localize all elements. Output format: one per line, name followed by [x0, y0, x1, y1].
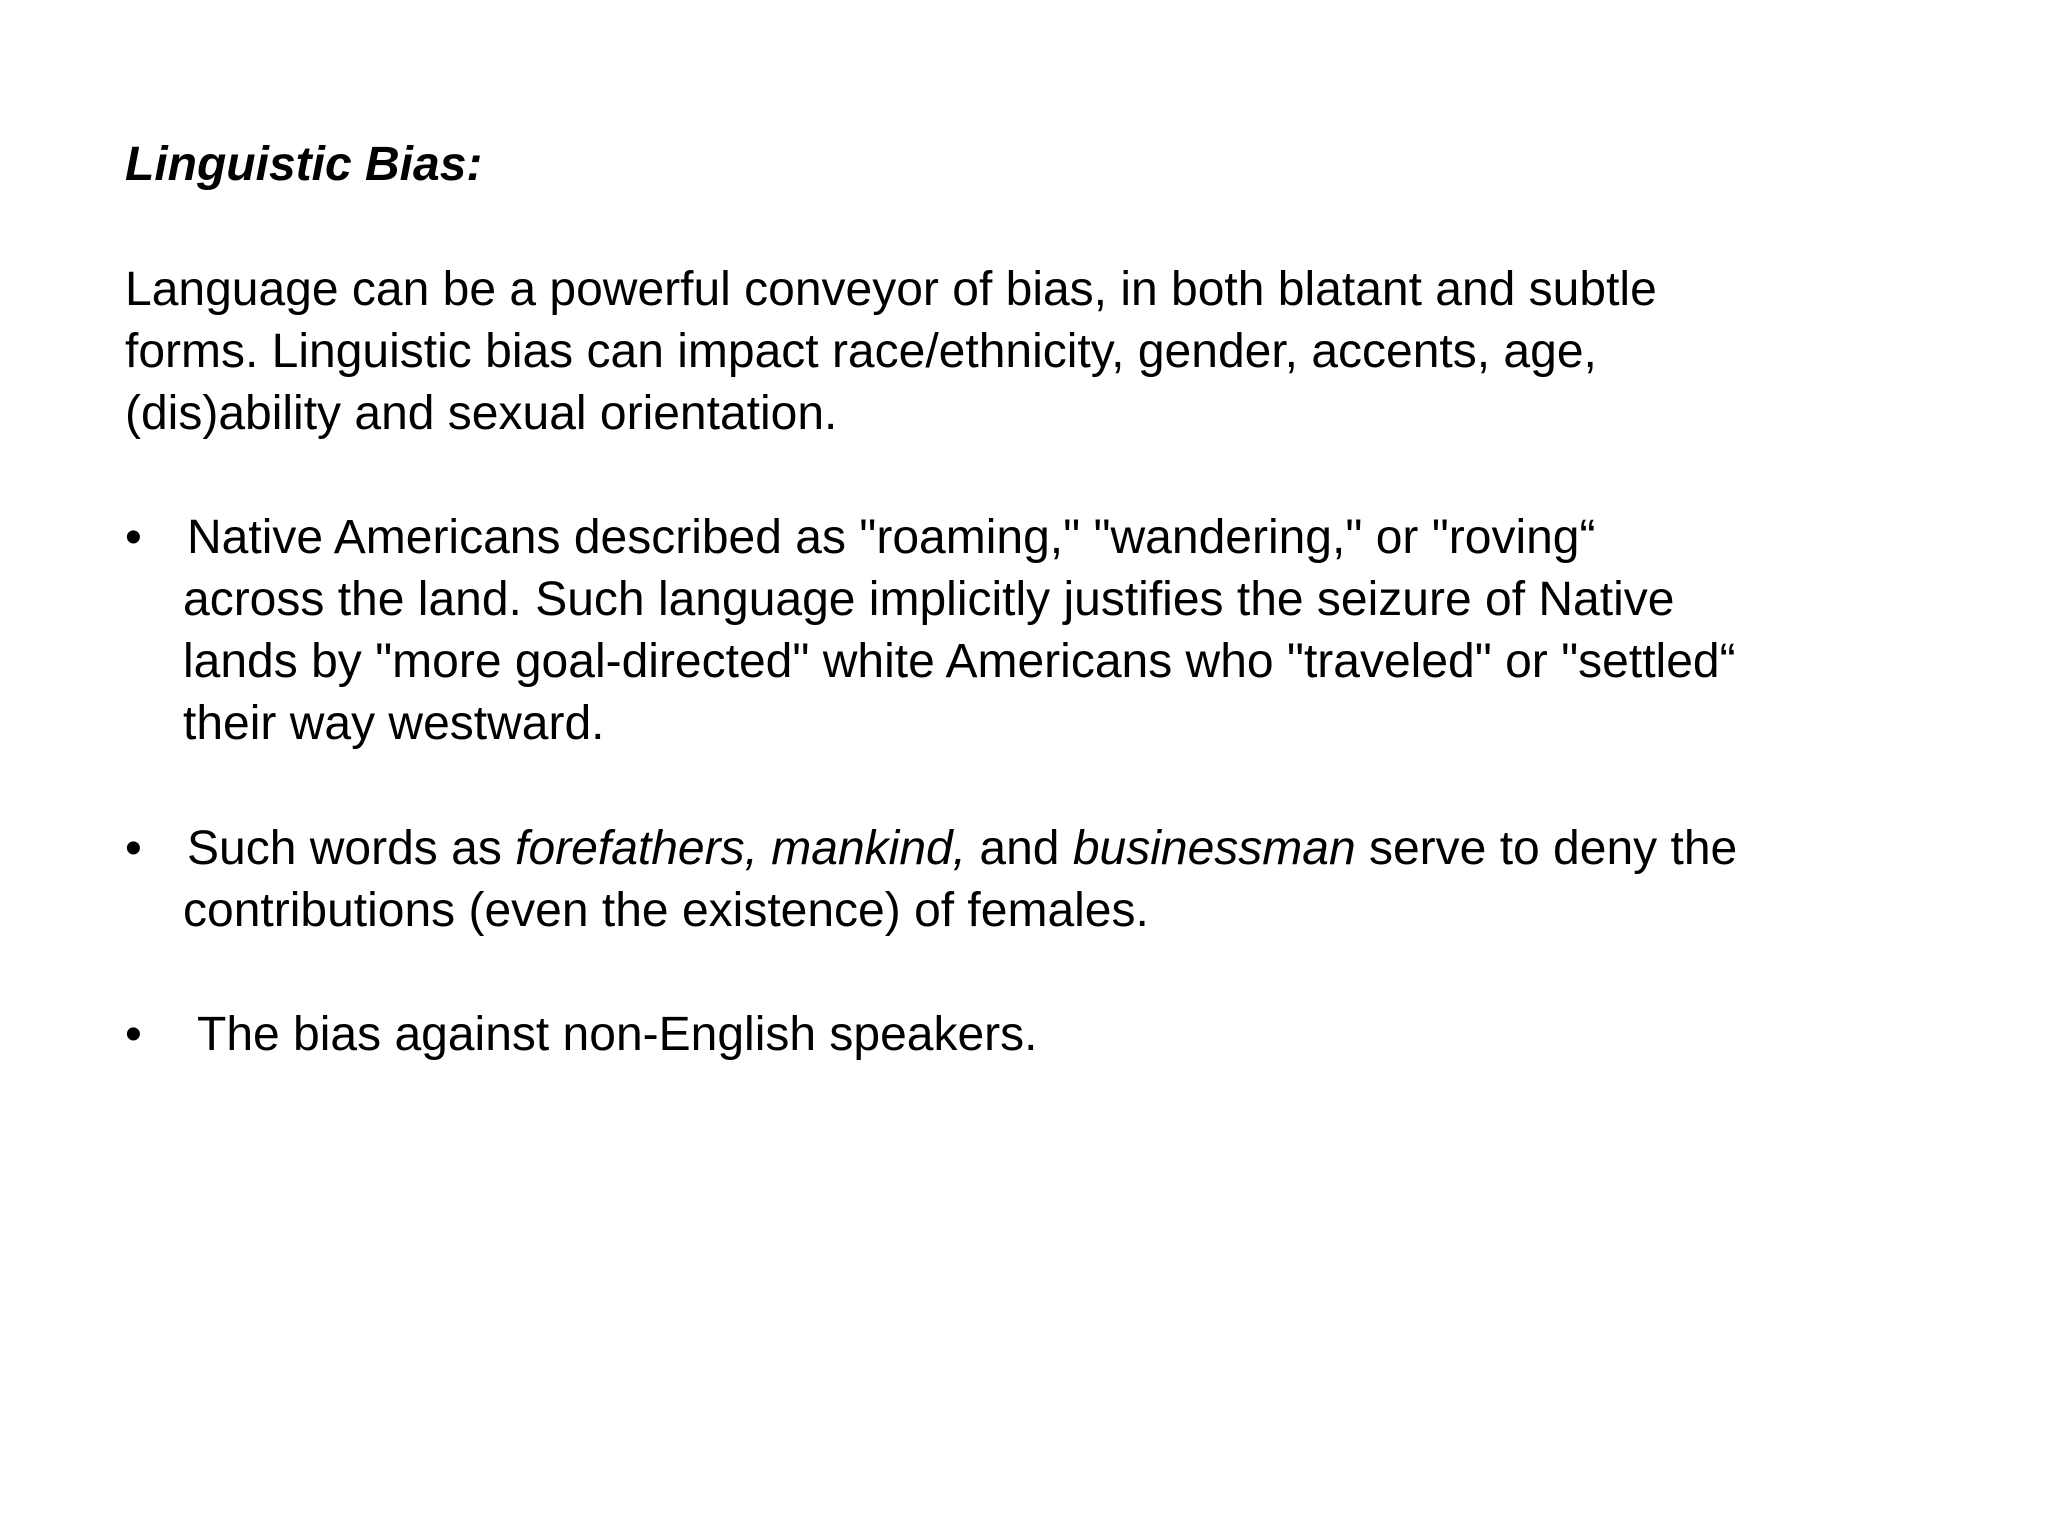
bullet-text-segment: serve to deny the — [1355, 822, 1738, 875]
intro-paragraph — [125, 259, 1945, 445]
bullet-icon: • — [125, 511, 142, 564]
bullet-text-segment: Such words as — [187, 822, 516, 875]
bullet-line — [187, 818, 1983, 880]
bullet-text — [183, 507, 1983, 755]
bullet-italic-terms: forefathers, mankind, — [515, 822, 967, 875]
bullet-line: across the land. Such language implicitly justifies the seizure of Native — [183, 573, 1675, 626]
bullet-line: contributions (even the existence) of females. — [183, 884, 1149, 937]
bullet-text — [183, 818, 1983, 942]
intro-line: (dis)ability and sexual orientation. — [125, 387, 838, 440]
bullet-line: Native Americans described as "roaming," "wandering," or "roving“ — [187, 511, 1596, 564]
bullet-text-segment: and — [966, 822, 1073, 875]
bullet-line: The bias against non-English speakers. — [197, 1008, 1038, 1061]
bullet-line: lands by "more goal-directed" white Americans who "traveled" or "settled“ — [183, 635, 1736, 688]
intro-line: forms. Linguistic bias can impact race/ethnicity, gender, accents, age, — [125, 325, 1597, 378]
bullet-italic-term: businessman — [1072, 822, 1356, 875]
slide-title: Linguistic Bias: — [125, 138, 483, 191]
bullet-text — [197, 1004, 1997, 1066]
bullet-icon: • — [125, 822, 142, 875]
bullet-line: their way westward. — [183, 697, 605, 750]
intro-line: Language can be a powerful conveyor of bias, in both blatant and subtle — [125, 263, 1657, 316]
bullet-icon: • — [125, 1008, 142, 1061]
